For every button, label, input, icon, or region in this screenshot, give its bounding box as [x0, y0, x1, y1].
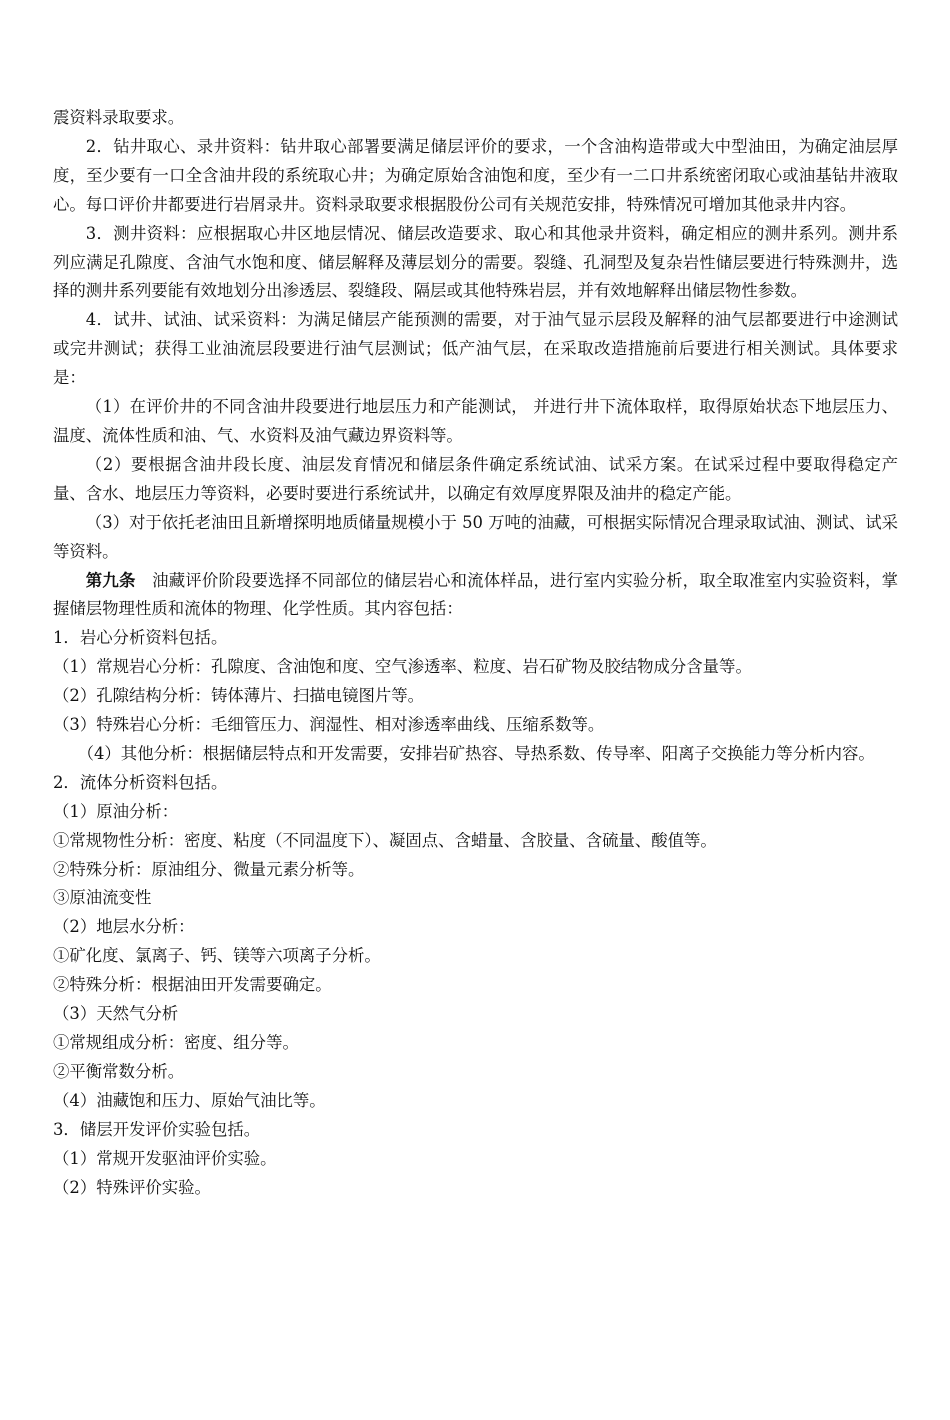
list-item-exp-1: （1）常规开发驱油评价实验。 [53, 1148, 277, 1168]
paragraph-drilling-coring: 2．钻井取心、录井资料：钻井取心部署要满足储层评价的要求，一个含油构造带或大中型油田，为确定油层厚度，至少要有一口全含油井段的系统取心井；为确定原始含油饱和度，至少有一二口井系统密闭取心或油基钻井液取心。每口评价井都要进行岩屑录井。资料录取要求根据股份公司有关规范安排，特殊情况可增加其他录井内容。 [53, 136, 898, 214]
list-item-crude-oil: （1）原油分析： [53, 801, 179, 821]
list-item-core-4: （4）其他分析：根据储层特点和开发需要，安排岩矿热容、导热系数、传导率、阳离子交换能力等分析内容。 [77, 743, 875, 763]
sub-item-gas-2: ②平衡常数分析。 [53, 1061, 185, 1081]
list-item-formation-water: （2）地层水分析： [53, 917, 195, 937]
article-text: 油藏评价阶段要选择不同部位的储层岩心和流体样品，进行室内实验分析，取全取准室内实验资料，掌握储层物理性质和流体的物理、化学性质。其内容包括： [53, 570, 899, 619]
sub-item-gas-1: ①常规组成分析：密度、组分等。 [53, 1033, 299, 1052]
paragraph-item-2: （2）要根据含油井段长度、油层发育情况和储层条件确定系统试油、试采方案。在试采过程中要取得稳定产量、含水、地层压力等资料，必要时要进行系统试井，以确定有效厚度界限及油井的稳定产能。 [53, 454, 898, 503]
article-title: 第九条 [85, 570, 136, 590]
sub-item-water-1: ①矿化度、氯离子、钙、镁等六项离子分析。 [53, 946, 381, 966]
list-item-core-3: （3）特殊岩心分析：毛细管压力、润湿性、相对渗透率曲线、压缩系数等。 [53, 715, 605, 735]
section-reservoir-experiments: 3．储层开发评价实验包括。 [53, 1119, 261, 1139]
sub-item-oil-3: ③原油流变性 [53, 888, 152, 908]
section-core-analysis: 1．岩心分析资料包括。 [53, 628, 228, 648]
sub-item-oil-1: ①常规物性分析：密度、粘度（不同温度下）、凝固点、含蜡量、含胶量、含硫量、酸值等。 [53, 830, 717, 850]
paragraph-well-logging: 3．测井资料：应根据取心井区地层情况、储层改造要求、取心和其他录井资料，确定相应的测井系列。测井系列应满足孔隙度、含油气水饱和度、储层解释及薄层划分的需要。裂缝、孔洞型及复杂岩性储层要进行特殊测井，选择的测井系列要能有效地划分出渗透层、裂缝段、隔层或其他特殊岩层，并有效地解释出储层物性参数。 [53, 223, 898, 301]
list-item-core-2: （2）孔隙结构分析：铸体薄片、扫描电镜图片等。 [53, 686, 425, 706]
list-item-exp-2: （2）特殊评价实验。 [53, 1177, 211, 1197]
list-item-saturation-pressure: （4）油藏饱和压力、原始气油比等。 [53, 1090, 326, 1110]
paragraph-item-3: （3）对于依托老油田且新增探明地质储量规模小于 50 万吨的油藏，可根据实际情况合理录取试油、测试、试采等资料。 [53, 512, 898, 561]
section-fluid-analysis: 2．流体分析资料包括。 [53, 772, 228, 792]
list-item-natural-gas: （3）天然气分析 [53, 1004, 179, 1024]
paragraph-well-testing: 4．试井、试油、试采资料：为满足储层产能预测的需要，对于油气显示层段及解释的油气层都要进行中途测试或完井测试；获得工业油流层段要进行油气层测试；低产油气层，在采取改造措施前后要进行相关测试。具体要求是： [53, 310, 898, 388]
list-item-core-1: （1）常规岩心分析：孔隙度、含油饱和度、空气渗透率、粒度、岩石矿物及胶结物成分含量等。 [53, 657, 752, 677]
document-body [53, 104, 898, 1202]
sub-item-oil-2: ②特殊分析：原油组分、微量元素分析等。 [53, 859, 365, 879]
paragraph-continuation: 震资料录取要求。 [53, 108, 185, 127]
paragraph-article-9 [53, 567, 898, 625]
sub-item-water-2: ②特殊分析：根据油田开发需要确定。 [53, 975, 332, 995]
paragraph-item-1: （1）在评价井的不同含油井段要进行地层压力和产能测试， 并进行井下流体取样，取得原始状态下地层压力、温度、流体性质和油、气、水资料及油气藏边界资料等。 [53, 397, 898, 445]
